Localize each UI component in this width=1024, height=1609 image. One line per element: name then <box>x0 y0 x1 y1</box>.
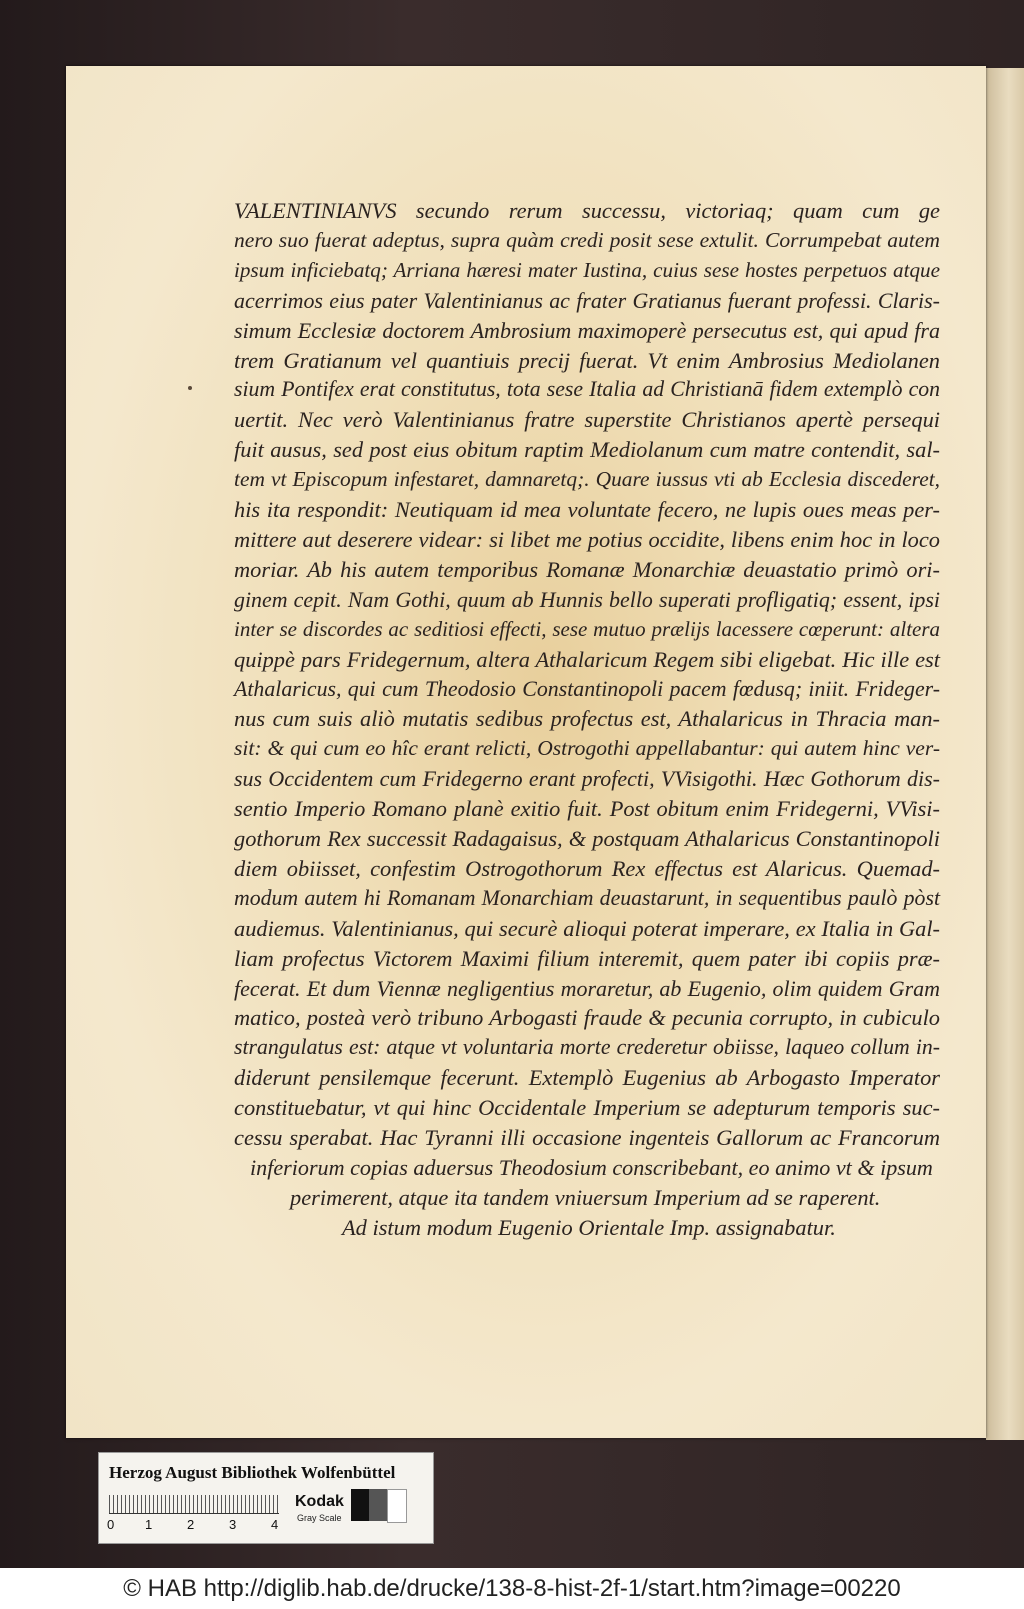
text-line: ginem cepit. Nam Gothi, quum ab Hunnis bello superati profligatiq; essent, ipsi <box>234 586 940 612</box>
ruler-number: 1 <box>145 1517 153 1532</box>
kodak-label: Kodak <box>295 1493 344 1510</box>
text-line: acerrimos eius pater Valentinianus ac frater Gratianus fuerant professi. Claris- <box>234 287 940 313</box>
text-line: fecerat. Et dum Viennæ negligentius moraretur, ab Eugenio, olim quidem Gram <box>234 975 940 1001</box>
text-line: fuit ausus, sed post eius obitum raptim Mediolanum cum matre contendit, sal- <box>234 437 940 463</box>
ruler-number: 4 <box>271 1517 279 1532</box>
ruler-number: 3 <box>229 1517 237 1532</box>
ruler-number: 2 <box>187 1517 195 1532</box>
gray-swatch-white <box>387 1489 407 1523</box>
text-line: sus Occidentem cum Fridegerno erant profecti, VVisigothi. Hæc Gothorum dis- <box>234 766 940 792</box>
gray-swatch-dark <box>369 1489 387 1521</box>
text-line: diem obiisset, confestim Ostrogothorum Rex effectus est Alaricus. Quemad- <box>234 855 940 881</box>
text-line: sentio Imperio Romano planè exitio fuit. Post obitum enim Fridegerni, VVisi- <box>234 796 940 822</box>
text-line: gothorum Rex successit Radagaisus, & postquam Athalaricus Constantinopoli <box>234 826 940 852</box>
text-line: nus cum suis aliò mutatis sedibus profectus est, Athalaricus in Thracia man- <box>234 706 940 732</box>
text-line: mittere aut deserere videar: si libet me potius occidite, libens enim hoc in loco <box>234 526 940 552</box>
text-line: VALENTINIANVS secundo rerum successu, victoriaq; quam cum ge <box>234 198 940 223</box>
margin-mark <box>188 386 192 390</box>
text-line: Ad istum modum Eugenio Orientale Imp. assignabatur. <box>342 1214 836 1240</box>
copyright-caption: © HAB http://diglib.hab.de/drucke/138-8-hist-2f-1/start.htm?image=00220 <box>0 1568 1024 1609</box>
text-line: nero suo fuerat adeptus, supra quàm credi posit sese extulit. Corrumpebat autem <box>234 227 940 252</box>
text-line: ipsum inficiebatq; Arriana hæresi mater Iustina, cuius sese hostes perpetuos atque <box>234 257 940 282</box>
text-line: cessu sperabat. Hac Tyranni illi occasione ingenteis Gallorum ac Francorum <box>234 1125 940 1151</box>
gray-swatch-black <box>351 1489 369 1521</box>
text-line: inter se discordes ac seditiosi effecti, sese mutuo prælijs lacessere cœperunt: altera <box>234 616 940 641</box>
text-line: inferiorum copias aduersus Theodosium conscribebant, eo animo vt & ipsum <box>250 1155 933 1180</box>
text-line: strangulatus est: atque vt voluntaria morte crederetur obiisse, laqueo collum in- <box>234 1035 940 1060</box>
text-line: trem Gratianum vel quantiuis precij fuerat. Vt enim Ambrosius Mediolanen <box>234 347 940 373</box>
text-line: modum autem hi Romanam Monarchiam deuastarunt, in sequentibus paulò pòst <box>234 885 940 910</box>
library-name: Herzog August Bibliothek Wolfenbüttel <box>109 1463 396 1482</box>
text-line: simum Ecclesiæ doctorem Ambrosium maximoperè persecutus est, qui apud fra <box>234 317 940 343</box>
text-line: tem vt Episcopum infestaret, damnaretq;. Quare iussus vti ab Ecclesia discederet, <box>234 467 940 492</box>
text-line: liam profectus Victorem Maximi filium interemit, quem pater ibi copiis præ- <box>234 945 940 971</box>
text-line: quippè pars Fridegernum, altera Athalaricum Regem sibi eligebat. Hic ille est <box>234 646 940 672</box>
text-line: his ita respondit: Neutiquam id mea voluntate fecero, ne lupis oues meas per- <box>234 497 940 523</box>
scale-card <box>98 1452 434 1544</box>
text-line: Athalaricus, qui cum Theodosio Constantinopoli pacem fœdusq; iniit. Frideger- <box>234 676 940 701</box>
text-line: matico, posteà verò tribuno Arbogasti fraude & pecunia corrupto, in cubiculo <box>234 1005 940 1031</box>
text-line: sit: & qui cum eo hîc erant relicti, Ostrogothi appellabantur: qui autem hinc ver- <box>234 736 940 761</box>
gray-scale-label: Gray Scale <box>297 1513 342 1523</box>
ruler <box>109 1495 279 1514</box>
text-line: constituebatur, vt qui hinc Occidentale Imperium se adepturum temporis suc- <box>234 1095 940 1121</box>
text-line: moriar. Ab his autem temporibus Romanæ Monarchiæ deuastatio primò ori- <box>234 556 940 582</box>
ruler-number: 0 <box>107 1517 115 1532</box>
text-line: uertit. Nec verò Valentinianus fratre superstite Christianos apertè persequi <box>234 407 940 433</box>
text-line: audiemus. Valentinianus, qui securè alioqui poterat imperare, ex Italia in Gal- <box>234 915 940 941</box>
text-line: perimerent, atque ita tandem vniuersum Imperium ad se raperent. <box>290 1184 881 1210</box>
text-line: diderunt pensilemque fecerunt. Extemplò Eugenius ab Arbogasto Imperator <box>234 1065 940 1091</box>
facing-page-edge <box>986 68 1024 1440</box>
body-text <box>234 196 940 1243</box>
text-line: sium Pontifex erat constitutus, tota sese Italia ad Christianā fidem extemplò con <box>234 377 940 402</box>
